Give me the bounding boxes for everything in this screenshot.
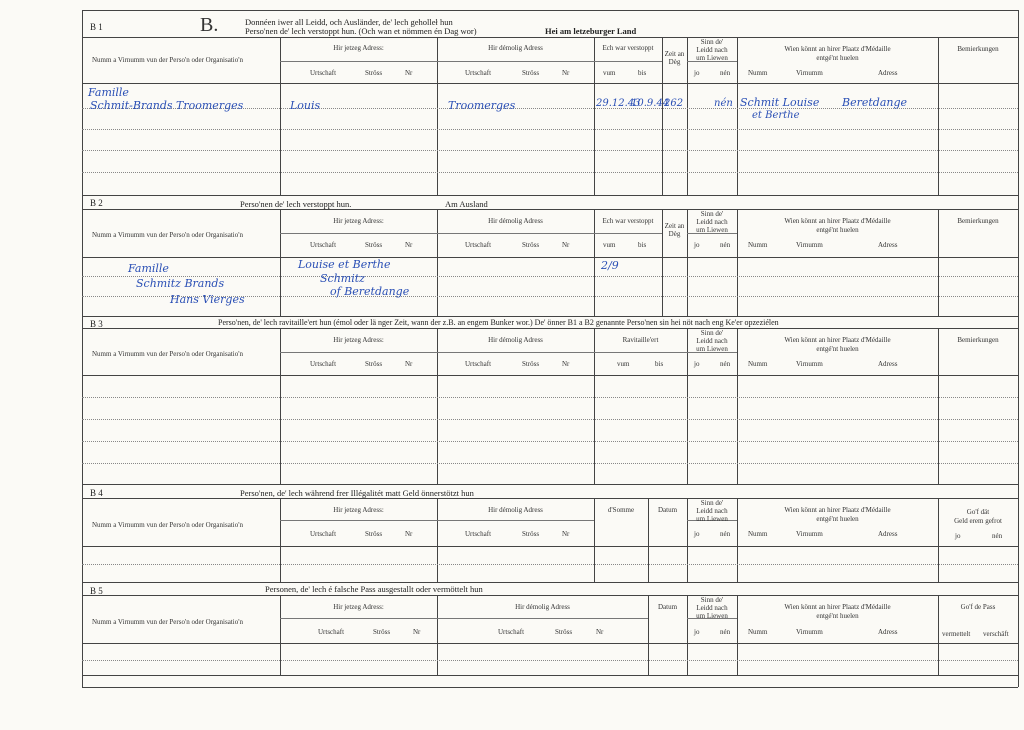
b2-remarks-header: Bemierkungen xyxy=(957,217,999,225)
b4-former-street-header: Ströss xyxy=(522,530,540,538)
b1-entry-current-place: Louis xyxy=(290,99,321,112)
b2-liewen-header: um Liewen xyxy=(696,226,728,234)
b1-former-number-header: Nr xyxy=(562,69,570,77)
b4-medal-name-header: Numm xyxy=(748,530,768,538)
b5-former-address-header: Hir démolig Adress xyxy=(515,603,570,611)
b5-yes-header: jo xyxy=(694,628,700,636)
b2-to-header: bis xyxy=(638,241,647,249)
b2-sinn-header: Sinn de' xyxy=(700,210,724,218)
b4-current-address-header: Hir jetzeg Adress: xyxy=(333,506,384,514)
b2-medal2-header: entgé'nt huelen xyxy=(816,226,859,234)
b2-days-header: Zeit an Dèg xyxy=(664,222,685,238)
b3-name-header: Numm a Virnumm vun der Perso'n oder Organisatio'n xyxy=(92,350,243,358)
b4-sum-header: d'Somme xyxy=(607,506,635,514)
b5-sinn-header: Sinn de' xyxy=(700,596,724,604)
b3-former-address-header: Hir démolig Adress xyxy=(488,336,543,344)
b2-entry-current-line1: Louise et Berthe xyxy=(298,258,391,271)
b1-entry-name-line2: Schmit-Brands Troomerges xyxy=(90,99,244,112)
b4-former-number-header: Nr xyxy=(562,530,570,538)
b1-former-address-header: Hir démolig Adress xyxy=(488,44,543,52)
b1-days-header: Zeit an Dèg xyxy=(664,50,685,66)
b1-entry-from: 29.12.43 xyxy=(596,98,641,109)
b1-medal-address-header: Adress xyxy=(878,69,898,77)
section-code-b1: B 1 xyxy=(90,22,103,32)
b2-medal-header: Wien könnt an hirer Plaatz d'Médaille xyxy=(784,217,891,225)
b5-date-header: Datum xyxy=(657,603,678,611)
b5-pass-given-header: Go'f de Pass xyxy=(960,603,996,611)
b2-former-address-header: Hir démolig Adress xyxy=(488,217,543,225)
section-code-b5: B 5 xyxy=(90,586,103,596)
b2-former-street-header: Ströss xyxy=(522,241,540,249)
b4-medal-address-header: Adress xyxy=(878,530,898,538)
b1-region: Hei am letzeburger Land xyxy=(545,26,637,36)
b1-name-header: Numm a Virnumm vun der Perso'n oder Organisatio'n xyxy=(92,56,243,64)
b1-entry-alive: nén xyxy=(714,98,733,109)
b5-leidd-header: Leidd nach xyxy=(696,604,728,612)
b4-title: Perso'nen, de' lech während frer Illégalitét matt Geld önnerstötzt hun xyxy=(240,488,474,498)
b2-medal-name-header: Numm xyxy=(748,241,768,249)
b2-leidd-header: Leidd nach xyxy=(696,218,728,226)
b1-entry-medal-name2: et Berthe xyxy=(752,110,800,121)
b2-number-header: Nr xyxy=(405,241,413,249)
b3-sinn-header: Sinn de' xyxy=(700,329,724,337)
b1-medal2-header: entgé'nt huelen xyxy=(816,54,859,62)
b1-to-header: bis xyxy=(638,69,647,77)
top-border xyxy=(82,10,1018,11)
b1-yes-header: jo xyxy=(694,69,700,77)
b3-from-header: vum xyxy=(617,360,630,368)
section-code-b4: B 4 xyxy=(90,488,103,498)
b4-money-back2-header: Geld erem gefrot xyxy=(954,517,1002,525)
b1-title-line2: Perso'nen de' lech verstoppt hun. (Och wan et nömmen én Dag wor) xyxy=(245,26,477,36)
b3-medal-address-header: Adress xyxy=(878,360,898,368)
b4-street-header: Ströss xyxy=(365,530,383,538)
b5-medal-name-header: Numm xyxy=(748,628,768,636)
b4-former-address-header: Hir démolig Adress xyxy=(488,506,543,514)
b1-title-line1: Donnéen iwer all Leidd, och Ausländer, de' lech geholleł hun xyxy=(245,17,453,27)
b3-current-address-header: Hir jetzeg Adress: xyxy=(333,336,384,344)
b2-from-header: vum xyxy=(603,241,616,249)
b3-former-street-header: Ströss xyxy=(522,360,540,368)
b2-entry-current-line2: Schmitz xyxy=(320,272,365,285)
b1-liewen-header: um Liewen xyxy=(696,54,728,62)
b4-place-header: Urtschaft xyxy=(310,530,337,538)
b5-former-number-header: Nr xyxy=(596,628,604,636)
b3-former-place-header: Urtschaft xyxy=(465,360,492,368)
b1-no-header: nén xyxy=(720,69,731,77)
b1-place-header: Urtschaft xyxy=(310,69,337,77)
b4-no-header: nén xyxy=(720,530,731,538)
b1-entry-name-line1: Famille xyxy=(88,86,129,99)
b5-name-header: Numm a Virnumm vun der Perso'n oder Organisatio'n xyxy=(92,618,243,626)
b2-hidden-period-header: Ech war verstoppt xyxy=(602,217,654,225)
b1-sinn-header: Sinn de' xyxy=(700,38,724,46)
right-border xyxy=(1018,10,1019,687)
b5-current-address-header: Hir jetzeg Adress: xyxy=(333,603,384,611)
b2-current-address-header: Hir jetzeg Adress: xyxy=(333,217,384,225)
b3-former-number-header: Nr xyxy=(562,360,570,368)
b2-street-header: Ströss xyxy=(365,241,383,249)
b1-medal-first-header: Virnumm xyxy=(796,69,823,77)
b4-number-header: Nr xyxy=(405,530,413,538)
b1-leidd-header: Leidd nach xyxy=(696,46,728,54)
b3-medal-first-header: Virnumm xyxy=(796,360,823,368)
b4-money-yes-header: jo xyxy=(955,532,961,540)
b2-entry-name-line1: Famille xyxy=(128,262,169,275)
b2-region: Am Ausland xyxy=(445,199,488,209)
b3-no-header: nén xyxy=(720,360,731,368)
b4-money-no-header: nén xyxy=(992,532,1003,540)
b5-former-place-header: Urtschaft xyxy=(498,628,525,636)
b1-street-header: Ströss xyxy=(365,69,383,77)
b3-street-header: Ströss xyxy=(365,360,383,368)
b3-medal-name-header: Numm xyxy=(748,360,768,368)
b4-money-back-header: Go'f dät xyxy=(966,508,990,516)
b3-title: Perso'nen, de' lech ravitaille'ert hun (émol oder lä nger Zeit, wann der z.B. an engem Bunker wor.) De' önner B1 a B2 genannte Perso'nen sin hei nöt nach eng Ke'er opzeziélen xyxy=(218,318,779,327)
b1-hidden-period-header: Ech war verstoppt xyxy=(602,44,654,52)
b3-to-header: bis xyxy=(655,360,664,368)
b3-liewen-header: um Liewen xyxy=(696,345,728,353)
b5-medal-header: Wien könnt an hirer Plaatz d'Médaille xyxy=(784,603,891,611)
b5-medal-first-header: Virnumm xyxy=(796,628,823,636)
b1-entry-medal-address: Beretdange xyxy=(842,96,908,109)
b1-remarks-header: Bemierkungen xyxy=(957,45,999,53)
b1-entry-medal-name: Schmit Louise xyxy=(740,96,820,109)
b2-former-number-header: Nr xyxy=(562,241,570,249)
b1-entry-days: 262 xyxy=(664,98,684,109)
b1-entry-to: 10.9.44 xyxy=(631,98,670,109)
b1-medal-name-header: Numm xyxy=(748,69,768,77)
b2-medal-address-header: Adress xyxy=(878,241,898,249)
b2-entry-name-line3: Hans Vierges xyxy=(170,293,245,306)
b5-pass-issued-header: vermettelt xyxy=(942,630,971,638)
b5-no-header: nén xyxy=(720,628,731,636)
b5-medal2-header: entgé'nt huelen xyxy=(816,612,859,620)
left-border xyxy=(82,10,83,687)
b3-medal2-header: entgé'nt huelen xyxy=(816,345,859,353)
b1-from-header: vum xyxy=(603,69,616,77)
b2-yes-header: jo xyxy=(694,241,700,249)
b1-former-street-header: Ströss xyxy=(522,69,540,77)
b2-no-header: nén xyxy=(720,241,731,249)
b4-leidd-header: Leidd nach xyxy=(696,507,728,515)
b2-entry-from: 2/9 xyxy=(601,259,619,272)
b3-place-header: Urtschaft xyxy=(310,360,337,368)
b4-former-place-header: Urtschaft xyxy=(465,530,492,538)
b3-medal-header: Wien könnt an hirer Plaatz d'Médaille xyxy=(784,336,891,344)
section-code-b3: B 3 xyxy=(90,319,103,329)
b2-title: Perso'nen de' lech verstoppt hun. xyxy=(240,199,352,209)
b5-medal-address-header: Adress xyxy=(878,628,898,636)
b5-place-header: Urtschaft xyxy=(318,628,345,636)
b4-medal-first-header: Virnumm xyxy=(796,530,823,538)
b1-entry-former-place: Troomerges xyxy=(448,99,516,112)
bottom-border xyxy=(82,687,1018,688)
b5-liewen-header: um Liewen xyxy=(696,612,728,620)
b3-remarks-header: Bemierkungen xyxy=(957,336,999,344)
b2-medal-first-header: Virnumm xyxy=(796,241,823,249)
b3-yes-header: jo xyxy=(694,360,700,368)
b2-place-header: Urtschaft xyxy=(310,241,337,249)
b2-former-place-header: Urtschaft xyxy=(465,241,492,249)
b1-former-place-header: Urtschaft xyxy=(465,69,492,77)
b3-leidd-header: Leidd nach xyxy=(696,337,728,345)
form-letter: B. xyxy=(200,14,219,36)
b5-street-header: Ströss xyxy=(373,628,391,636)
b4-medal-header: Wien könnt an hirer Plaatz d'Médaille xyxy=(784,506,891,514)
b4-date-header: Datum xyxy=(657,506,678,514)
b1-current-address-header: Hir jetzeg Adress: xyxy=(333,44,384,52)
b5-title: Personen, de' lech é falsche Pass ausgestallt oder vermöttelt hun xyxy=(265,584,483,594)
b2-entry-current-line3: of Beretdange xyxy=(330,285,410,298)
b4-name-header: Numm a Virnumm vun der Perso'n oder Organisatio'n xyxy=(92,521,243,529)
b4-medal2-header: entgé'nt huelen xyxy=(816,515,859,523)
b5-former-street-header: Ströss xyxy=(555,628,573,636)
b1-medal-header: Wien könnt an hirer Plaatz d'Médaille xyxy=(784,45,891,53)
b4-yes-header: jo xyxy=(694,530,700,538)
section-code-b2: B 2 xyxy=(90,198,103,208)
b5-number-header: Nr xyxy=(413,628,421,636)
b3-ravitailleert-header: Ravitaille'ert xyxy=(622,336,659,344)
b4-sinn-header: Sinn de' xyxy=(700,499,724,507)
b3-number-header: Nr xyxy=(405,360,413,368)
b4-liewen-header: um Liewen xyxy=(696,515,728,523)
b5-pass-made-header: verschäft xyxy=(983,630,1009,638)
b1-number-header: Nr xyxy=(405,69,413,77)
b2-entry-name-line2: Schmitz Brands xyxy=(136,277,225,290)
b2-name-header: Numm a Virnumm vun der Perso'n oder Organisatio'n xyxy=(92,231,243,239)
